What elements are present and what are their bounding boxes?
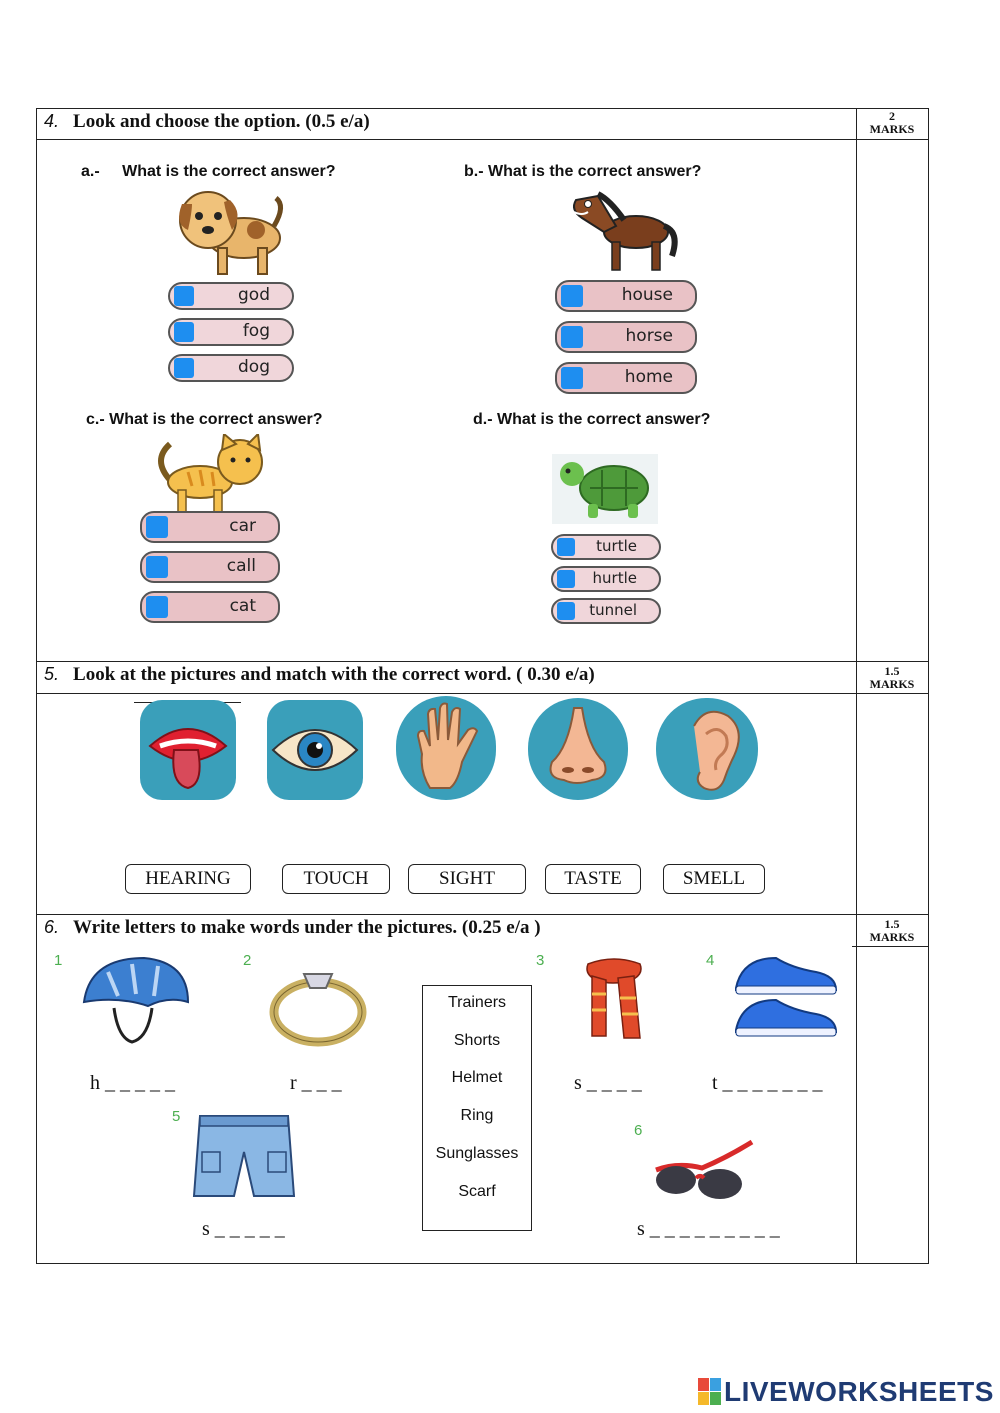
q4-number: 4. [44,111,60,131]
q4b-option-3[interactable] [555,362,697,394]
option-label: turtle [596,537,637,555]
q4a-question: What is the correct answer? [122,163,336,180]
blank-sunglasses[interactable]: s _ _ _ _ _ _ _ _ _ [637,1218,780,1240]
item-number-4: 4 [706,952,715,969]
option-label: hurtle [592,569,637,587]
q6-top-divider [36,914,929,915]
q4b-option-1[interactable] [555,280,697,312]
q4a-label: a.- [81,163,100,180]
word-sight[interactable]: SIGHT [408,864,526,894]
option-label: home [624,367,673,387]
item-number-1: 1 [54,952,63,969]
blank-ring[interactable]: r _ _ _ [290,1072,342,1094]
q6-number: 6. [44,917,60,937]
logo-text [724,1376,994,1408]
horse-picture [568,186,680,274]
q5-heading [44,664,595,686]
option-label: dog [238,357,270,377]
q4-header-divider [36,139,929,140]
q5-marks-label: MARKS [869,677,915,691]
blank-helmet[interactable]: h _ _ _ _ _ [90,1072,175,1094]
nose-icon [528,698,628,800]
cat-picture [152,434,270,514]
logo-prefix: LIVE [724,1376,789,1407]
q4d-label: d.- [473,411,493,428]
checkbox-icon[interactable] [557,570,575,588]
q4d-option-2[interactable] [551,566,661,592]
q4a-option-3[interactable] [168,354,294,382]
shorts-picture [192,1112,296,1204]
option-label: call [226,556,256,576]
q4c-label: c.- [86,411,105,428]
checkbox-icon[interactable] [174,286,194,306]
checkbox-icon[interactable] [146,516,168,538]
q4a-option-2[interactable] [168,318,294,346]
q4c-option-2[interactable] [140,551,280,583]
item-number-6: 6 [634,1122,643,1139]
q4d-question: What is the correct answer? [497,411,711,428]
word-bank-item: Ring [460,1107,494,1124]
sunglasses-picture [652,1138,756,1204]
word-smell[interactable]: SMELL [663,864,765,894]
q5-marks-value: 1.5 [884,664,900,678]
checkbox-icon[interactable] [557,538,575,556]
q4c-question: What is the correct answer? [109,411,323,428]
item-number-3: 3 [536,952,545,969]
word-touch[interactable]: TOUCH [282,864,390,894]
q4d-option-3[interactable] [551,598,661,624]
blank-scarf[interactable]: s _ _ _ _ [574,1072,642,1094]
q4c-option-1[interactable] [140,511,280,543]
q5-title: Look at the pictures and match with the correct word. ( 0.30 e/a) [73,664,595,685]
hand-icon [396,696,496,800]
helmet-picture [78,952,190,1048]
option-label: car [229,516,256,536]
q4d-heading [473,411,710,429]
option-label: god [238,285,270,305]
q4a-heading [81,163,336,181]
blank-shorts[interactable]: s _ _ _ _ _ [202,1218,285,1240]
word-bank-item: Shorts [453,1032,501,1049]
checkbox-icon[interactable] [561,326,583,348]
hand-picture[interactable] [396,696,496,800]
q5-top-divider [36,661,929,662]
lws-logo-icon [698,1378,722,1408]
option-label: horse [625,326,673,346]
q5-header-divider [36,693,929,694]
q4b-label: b.- [464,163,484,180]
q4b-question: What is the correct answer? [488,163,702,180]
logo-suffix: WORKSHEETS [788,1376,994,1407]
checkbox-icon[interactable] [557,602,575,620]
item-number-5: 5 [172,1108,181,1125]
word-hearing[interactable]: HEARING [125,864,251,894]
q4-title: Look and choose the option. (0.5 e/a) [73,111,370,132]
word-bank-item: Scarf [458,1183,496,1200]
q4b-heading [464,163,701,181]
checkbox-icon[interactable] [174,322,194,342]
q4b-option-2[interactable] [555,321,697,353]
option-label: fog [242,321,270,341]
nose-picture[interactable] [528,698,628,800]
q5-number: 5. [44,664,60,684]
scarf-picture [578,954,650,1050]
checkbox-icon[interactable] [146,556,168,578]
eye-icon [267,700,363,800]
q6-marks-label: MARKS [869,930,915,944]
q6-header-divider [852,946,929,947]
q4-marks [856,110,928,136]
word-bank-item: Sunglasses [435,1145,519,1162]
q4-marks-value: 2 [889,109,895,123]
checkbox-icon[interactable] [174,358,194,378]
q4c-option-3[interactable] [140,591,280,623]
option-label: house [621,285,673,305]
ring-picture [268,954,370,1048]
option-label: cat [229,596,256,616]
blank-trainers[interactable]: t _ _ _ _ _ _ _ [712,1072,823,1094]
mouth-icon [140,700,236,800]
trainers-picture [732,952,840,1046]
checkbox-icon[interactable] [561,285,583,307]
word-bank-item: Helmet [451,1069,503,1086]
q4-marks-label: MARKS [869,122,915,136]
word-bank [422,985,532,1231]
turtle-picture [552,454,658,524]
item-number-2: 2 [243,952,252,969]
mouth-picture[interactable] [140,700,236,800]
eye-picture[interactable] [267,700,363,800]
q4a-option-1[interactable] [168,282,294,310]
option-label: tunnel [589,601,637,619]
q4c-heading [86,411,323,429]
q4-heading [44,111,370,133]
dog-picture [166,186,292,280]
q6-title: Write letters to make words under the pictures. (0.25 e/a ) [73,917,541,938]
checkbox-icon[interactable] [561,367,583,389]
q4d-option-1[interactable] [551,534,661,560]
word-bank-item: Trainers [447,994,507,1011]
q6-heading [44,917,541,939]
q6-marks [856,918,928,944]
checkbox-icon[interactable] [146,596,168,618]
ear-picture[interactable] [656,698,758,800]
word-taste[interactable]: TASTE [545,864,641,894]
q5-marks [856,665,928,691]
ear-icon [656,698,758,800]
q6-marks-value: 1.5 [884,917,900,931]
